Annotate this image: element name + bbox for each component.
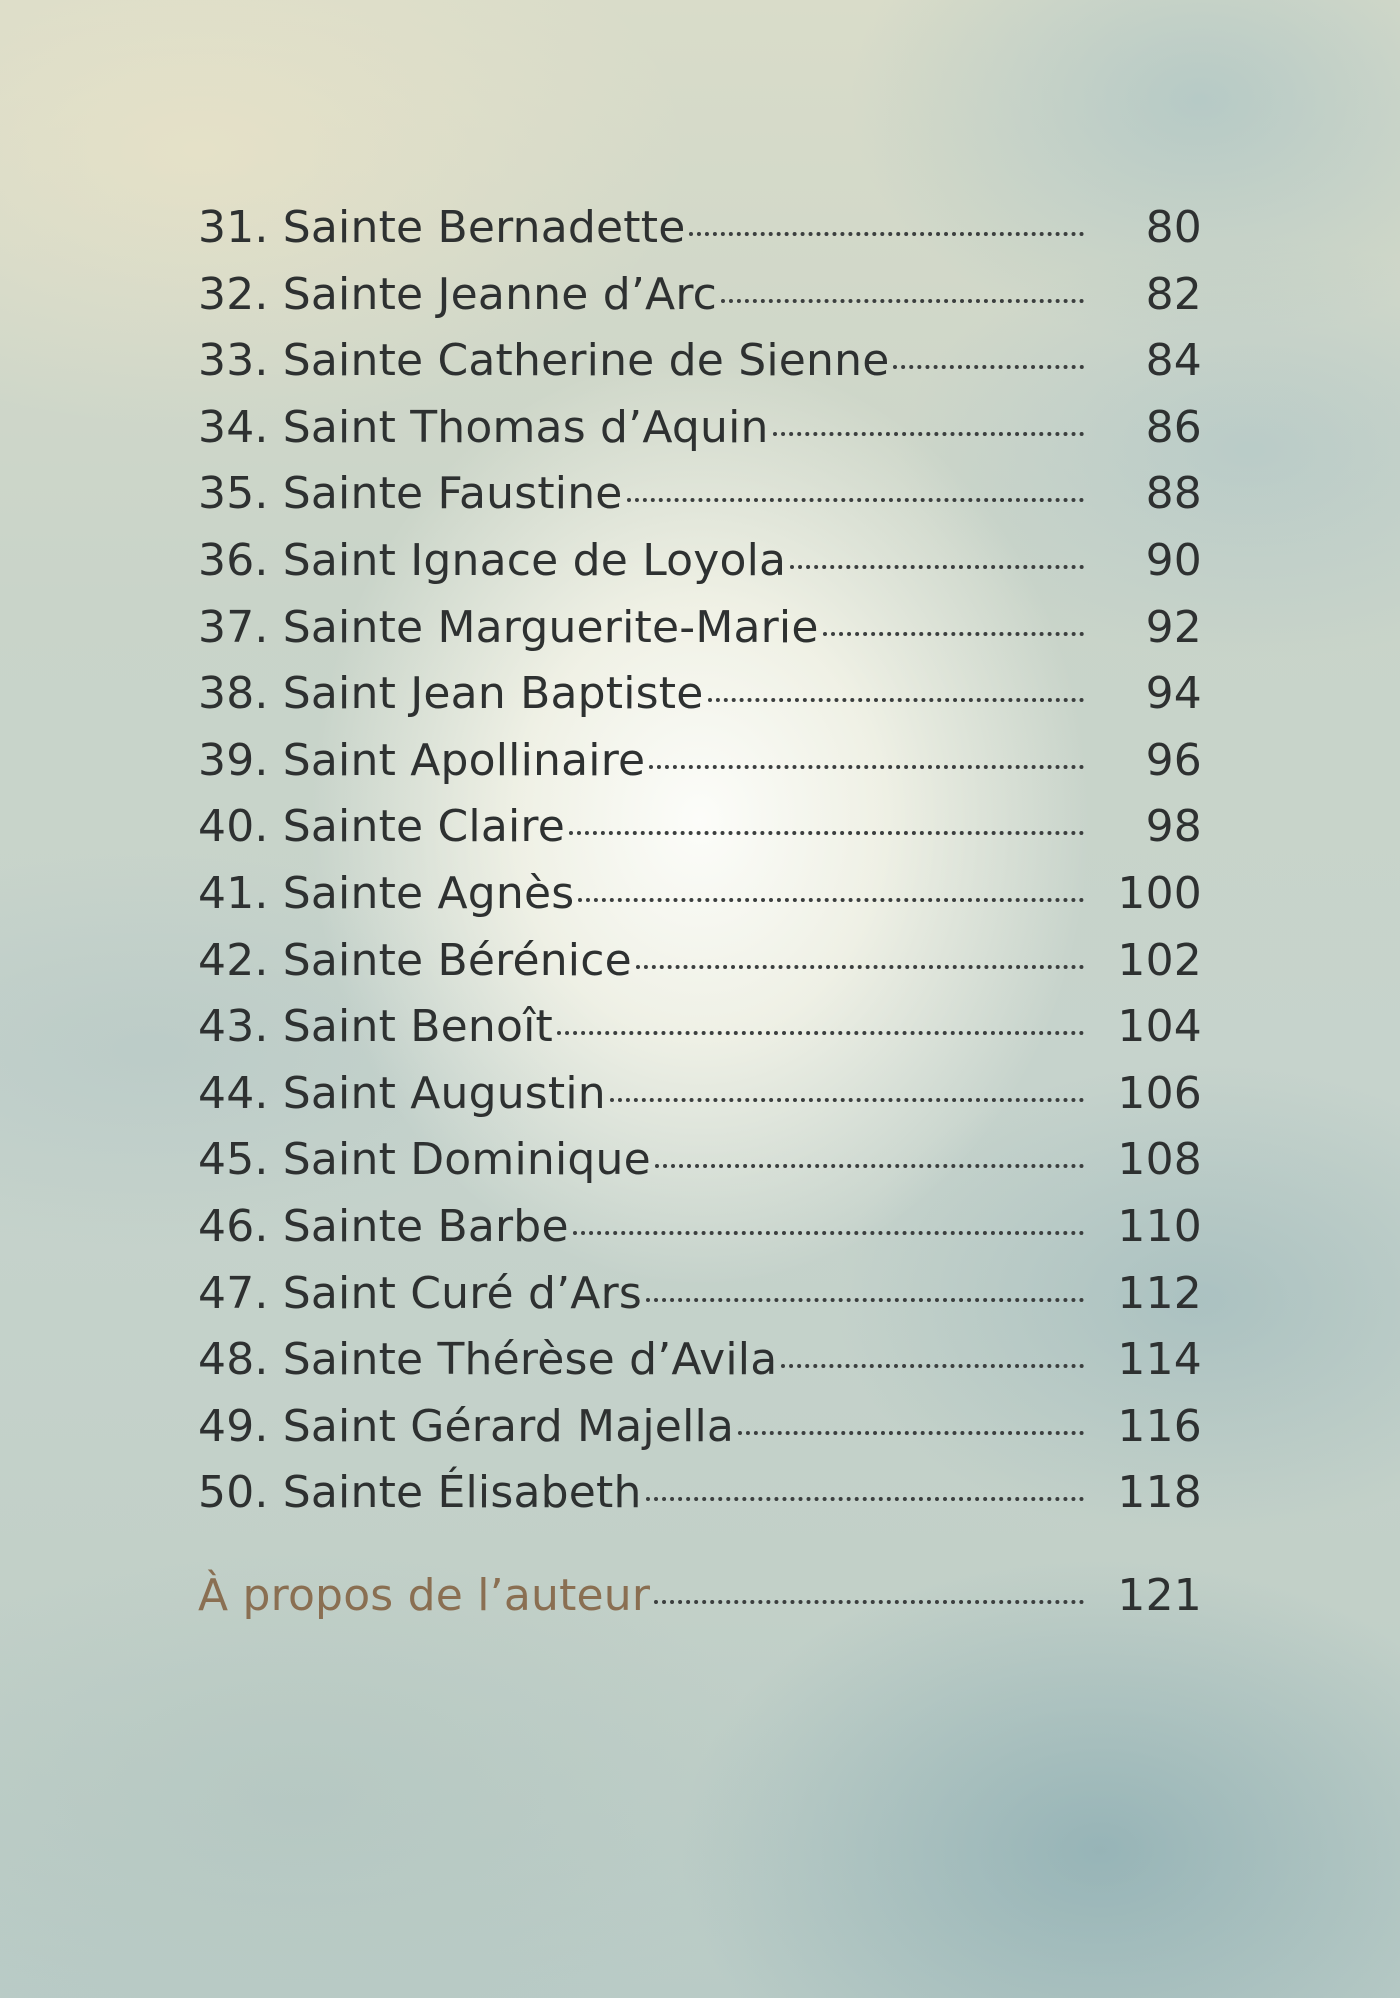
dot-leader (636, 965, 1084, 969)
toc-entry-page: 98 (1145, 801, 1202, 853)
toc-entry-title: 46. Sainte Barbe (198, 1200, 569, 1252)
toc-entry-44[interactable] (198, 1068, 1202, 1135)
toc-entry-page: 104 (1117, 1001, 1202, 1053)
toc-entry-page: 82 (1145, 268, 1202, 320)
toc-entry-50[interactable] (198, 1467, 1202, 1534)
toc-entry-page: 96 (1145, 734, 1202, 786)
dot-leader (557, 1031, 1084, 1035)
toc-entry-title: 37. Sainte Marguerite-Marie (198, 601, 819, 653)
toc-entry-page: 114 (1117, 1334, 1202, 1386)
dot-leader (646, 1298, 1084, 1302)
toc-entry-33[interactable] (198, 335, 1202, 402)
toc-entry-page: 108 (1117, 1134, 1202, 1186)
toc-entry-35[interactable] (198, 468, 1202, 535)
toc-entry-title: 34. Saint Thomas d’Aquin (198, 401, 769, 453)
toc-entry-40[interactable] (198, 801, 1202, 868)
toc-entry-title: 35. Sainte Faustine (198, 468, 623, 520)
toc-entry-page: 121 (1117, 1569, 1202, 1621)
toc-entry-page: 118 (1117, 1467, 1202, 1519)
toc-entry-32[interactable] (198, 269, 1202, 336)
toc-entry-41[interactable] (198, 868, 1202, 935)
dot-leader (823, 632, 1084, 636)
dot-leader (689, 232, 1084, 236)
toc-entry-34[interactable] (198, 402, 1202, 469)
toc-entry-46[interactable] (198, 1201, 1202, 1268)
toc-entry-title: 38. Saint Jean Baptiste (198, 668, 704, 720)
toc-entry-title: 48. Sainte Thérèse d’Avila (198, 1334, 778, 1386)
dot-leader (578, 898, 1084, 902)
toc-entry-title: 47. Saint Curé d’Ars (198, 1267, 643, 1319)
toc-entry-page: 102 (1117, 934, 1202, 986)
toc-entry-page: 106 (1117, 1067, 1202, 1119)
toc-entry-38[interactable] (198, 668, 1202, 735)
dot-leader (569, 831, 1084, 835)
dot-leader (646, 1497, 1084, 1501)
toc-entry-title: 40. Sainte Claire (198, 801, 566, 853)
toc-entry-45[interactable] (198, 1134, 1202, 1201)
dot-leader (790, 565, 1084, 569)
toc-entry-title: 50. Sainte Élisabeth (198, 1467, 642, 1519)
toc-entry-48[interactable] (198, 1334, 1202, 1401)
toc-entry-47[interactable] (198, 1268, 1202, 1335)
toc-entry-title: 32. Sainte Jeanne d’Arc (198, 268, 718, 320)
dot-leader (610, 1098, 1084, 1102)
dot-leader (655, 1164, 1084, 1168)
dot-leader (773, 432, 1084, 436)
toc-entry-36[interactable] (198, 535, 1202, 602)
toc-entry-title: 36. Saint Ignace de Loyola (198, 534, 787, 586)
toc-entry-title: 31. Sainte Bernadette (198, 202, 686, 253)
toc-entry-title: 44. Saint Augustin (198, 1067, 606, 1119)
dot-leader (627, 498, 1084, 502)
toc-entry-page: 116 (1117, 1400, 1202, 1452)
toc-entry-43[interactable] (198, 1001, 1202, 1068)
toc-entry-title: 39. Saint Apollinaire (198, 734, 646, 786)
dot-leader (893, 365, 1084, 369)
toc-entry-39[interactable] (198, 735, 1202, 802)
toc-entry-31[interactable] (198, 202, 1202, 269)
toc-entry-page: 80 (1145, 202, 1202, 253)
toc-entry-title: 41. Sainte Agnès (198, 867, 575, 919)
toc-entry-title: 33. Sainte Catherine de Sienne (198, 335, 890, 387)
toc-entry-page: 94 (1145, 668, 1202, 720)
toc-entry-49[interactable] (198, 1401, 1202, 1468)
toc-entry-title: 43. Saint Benoît (198, 1001, 553, 1053)
toc-entry-title: 49. Saint Gérard Majella (198, 1400, 735, 1452)
table-of-contents (198, 202, 1202, 1636)
toc-entry-page: 92 (1145, 601, 1202, 653)
dot-leader (738, 1431, 1084, 1435)
toc-entry-page: 84 (1145, 335, 1202, 387)
toc-entry-page: 88 (1145, 468, 1202, 520)
dot-leader (781, 1364, 1084, 1368)
toc-entry-page: 90 (1145, 534, 1202, 586)
toc-entry-37[interactable] (198, 602, 1202, 669)
toc-entry-title: À propos de l’auteur (198, 1569, 651, 1621)
toc-entry-page: 110 (1117, 1200, 1202, 1252)
toc-entry-title: 42. Sainte Bérénice (198, 934, 632, 986)
dot-leader (708, 698, 1085, 702)
toc-entry-about-author[interactable] (198, 1570, 1202, 1637)
toc-entry-page: 112 (1117, 1267, 1202, 1319)
toc-entry-page: 86 (1145, 401, 1202, 453)
dot-leader (721, 299, 1084, 303)
dot-leader (649, 765, 1084, 769)
toc-entry-42[interactable] (198, 935, 1202, 1002)
toc-entry-title: 45. Saint Dominique (198, 1134, 651, 1186)
dot-leader (654, 1600, 1084, 1604)
toc-entry-page: 100 (1117, 867, 1202, 919)
dot-leader (573, 1231, 1084, 1235)
